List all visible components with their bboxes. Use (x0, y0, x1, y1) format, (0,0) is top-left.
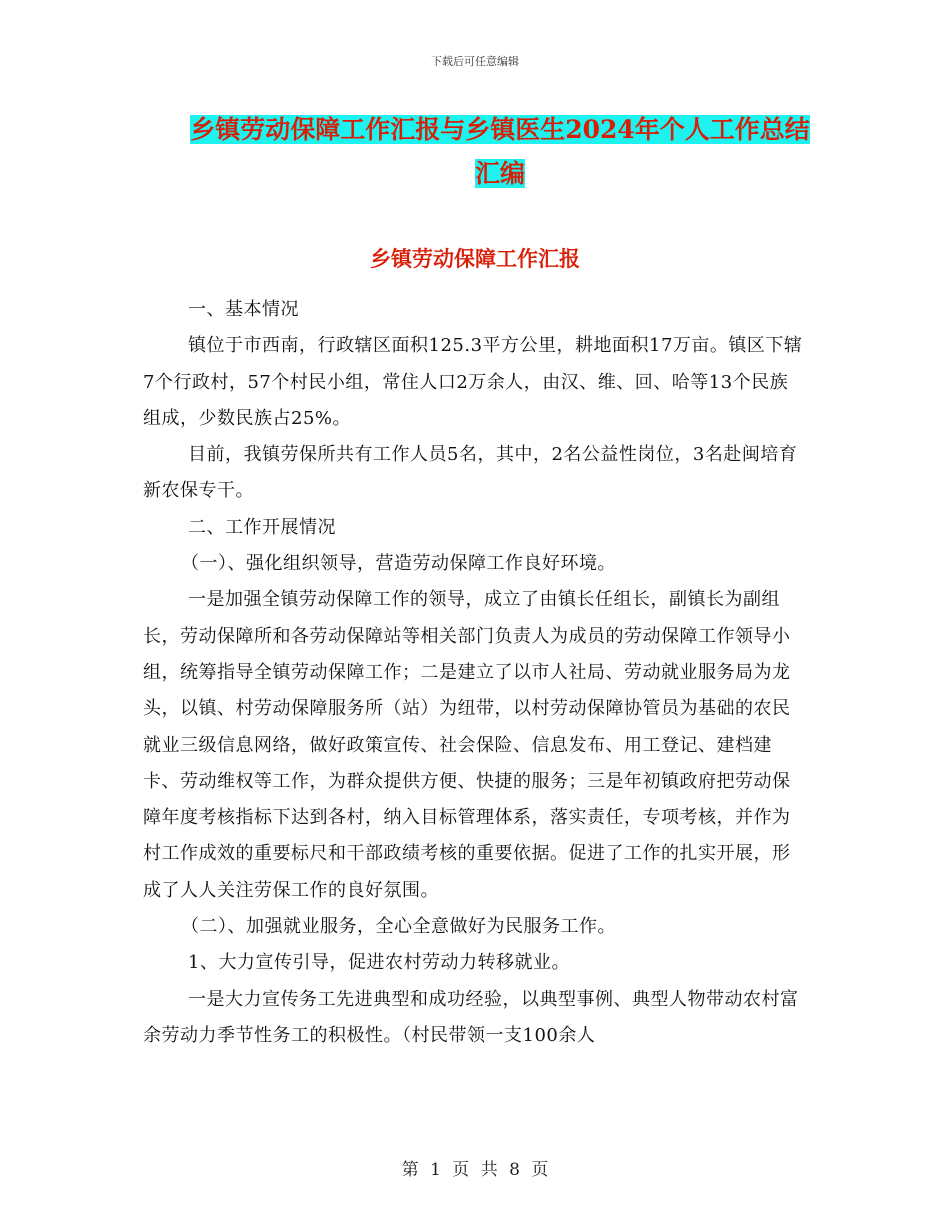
heading-basic-situation: 一、基本情况 (188, 299, 299, 320)
document-title (190, 108, 810, 196)
heading-work-progress: 二、工作开展情况 (188, 516, 336, 538)
title-highlight: 乡镇劳动保障工作汇报与乡镇医生2024年个人工作总结汇编 (190, 115, 810, 188)
page-footer: 第 1 页 共 8 页 (401, 1160, 549, 1180)
paragraph-publicity: 一是大力宣传务工先进典型和成功经验，以典型事例、典型人物带动农村富余劳动力季节性务工的积极性。（村民带领一支100余人 (143, 988, 799, 1046)
paragraph-staff: 目前，我镇劳保所共有工作人员5名，其中，2名公益性岗位，3名赴闽培育新农保专干。 (143, 444, 798, 502)
subheading-employment-service: （二）、加强就业服务，全心全意做好为民服务工作。 (181, 916, 616, 938)
section-title: 乡镇劳动保障工作汇报 (370, 246, 580, 271)
paragraph-leadership: 一是加强全镇劳动保障工作的领导，成立了由镇长任组长，副镇长为副组长，劳动保障所和各劳动保障站等相关部门负责人为成员的劳动保障工作领导小组，统筹指导全镇劳动保障工作；二是建立了以市人社局、劳动就业服务局为龙头，以镇、村劳动保障服务所（站）为纽带，以村劳动保障协管员为基础的农民就业三级信息网络，做好政策宣传、社会保险、信息发布、用工登记、建档建卡、劳动维权等工作，为群众提供方便、快捷的服务；三是年初镇政府把劳动保障年度考核指标下达到各村，纳入目标管理体系，落实责任，专项考核，并作为村工作成效的重要标尺和干部政绩考核的重要依据。促进了工作的扎实开展，形成了人人关注劳保工作的良好氛围。 (143, 589, 791, 901)
paragraph-town-overview: 镇位于市西南，行政辖区面积125.3平方公里，耕地面积17万亩。镇区下辖7个行政村，57个村民小组，常住人口2万余人，由汉、维、回、哈等13个民族组成，少数民族占25%。 (143, 335, 803, 429)
header-note: 下载后可任意编辑 (431, 55, 519, 68)
subheading-organization: （一）、强化组织领导，营造劳动保障工作良好环境。 (181, 553, 616, 575)
subheading-publicity: 1、大力宣传引导，促进农村劳动力转移就业。 (188, 952, 570, 974)
document-body (143, 292, 803, 1054)
